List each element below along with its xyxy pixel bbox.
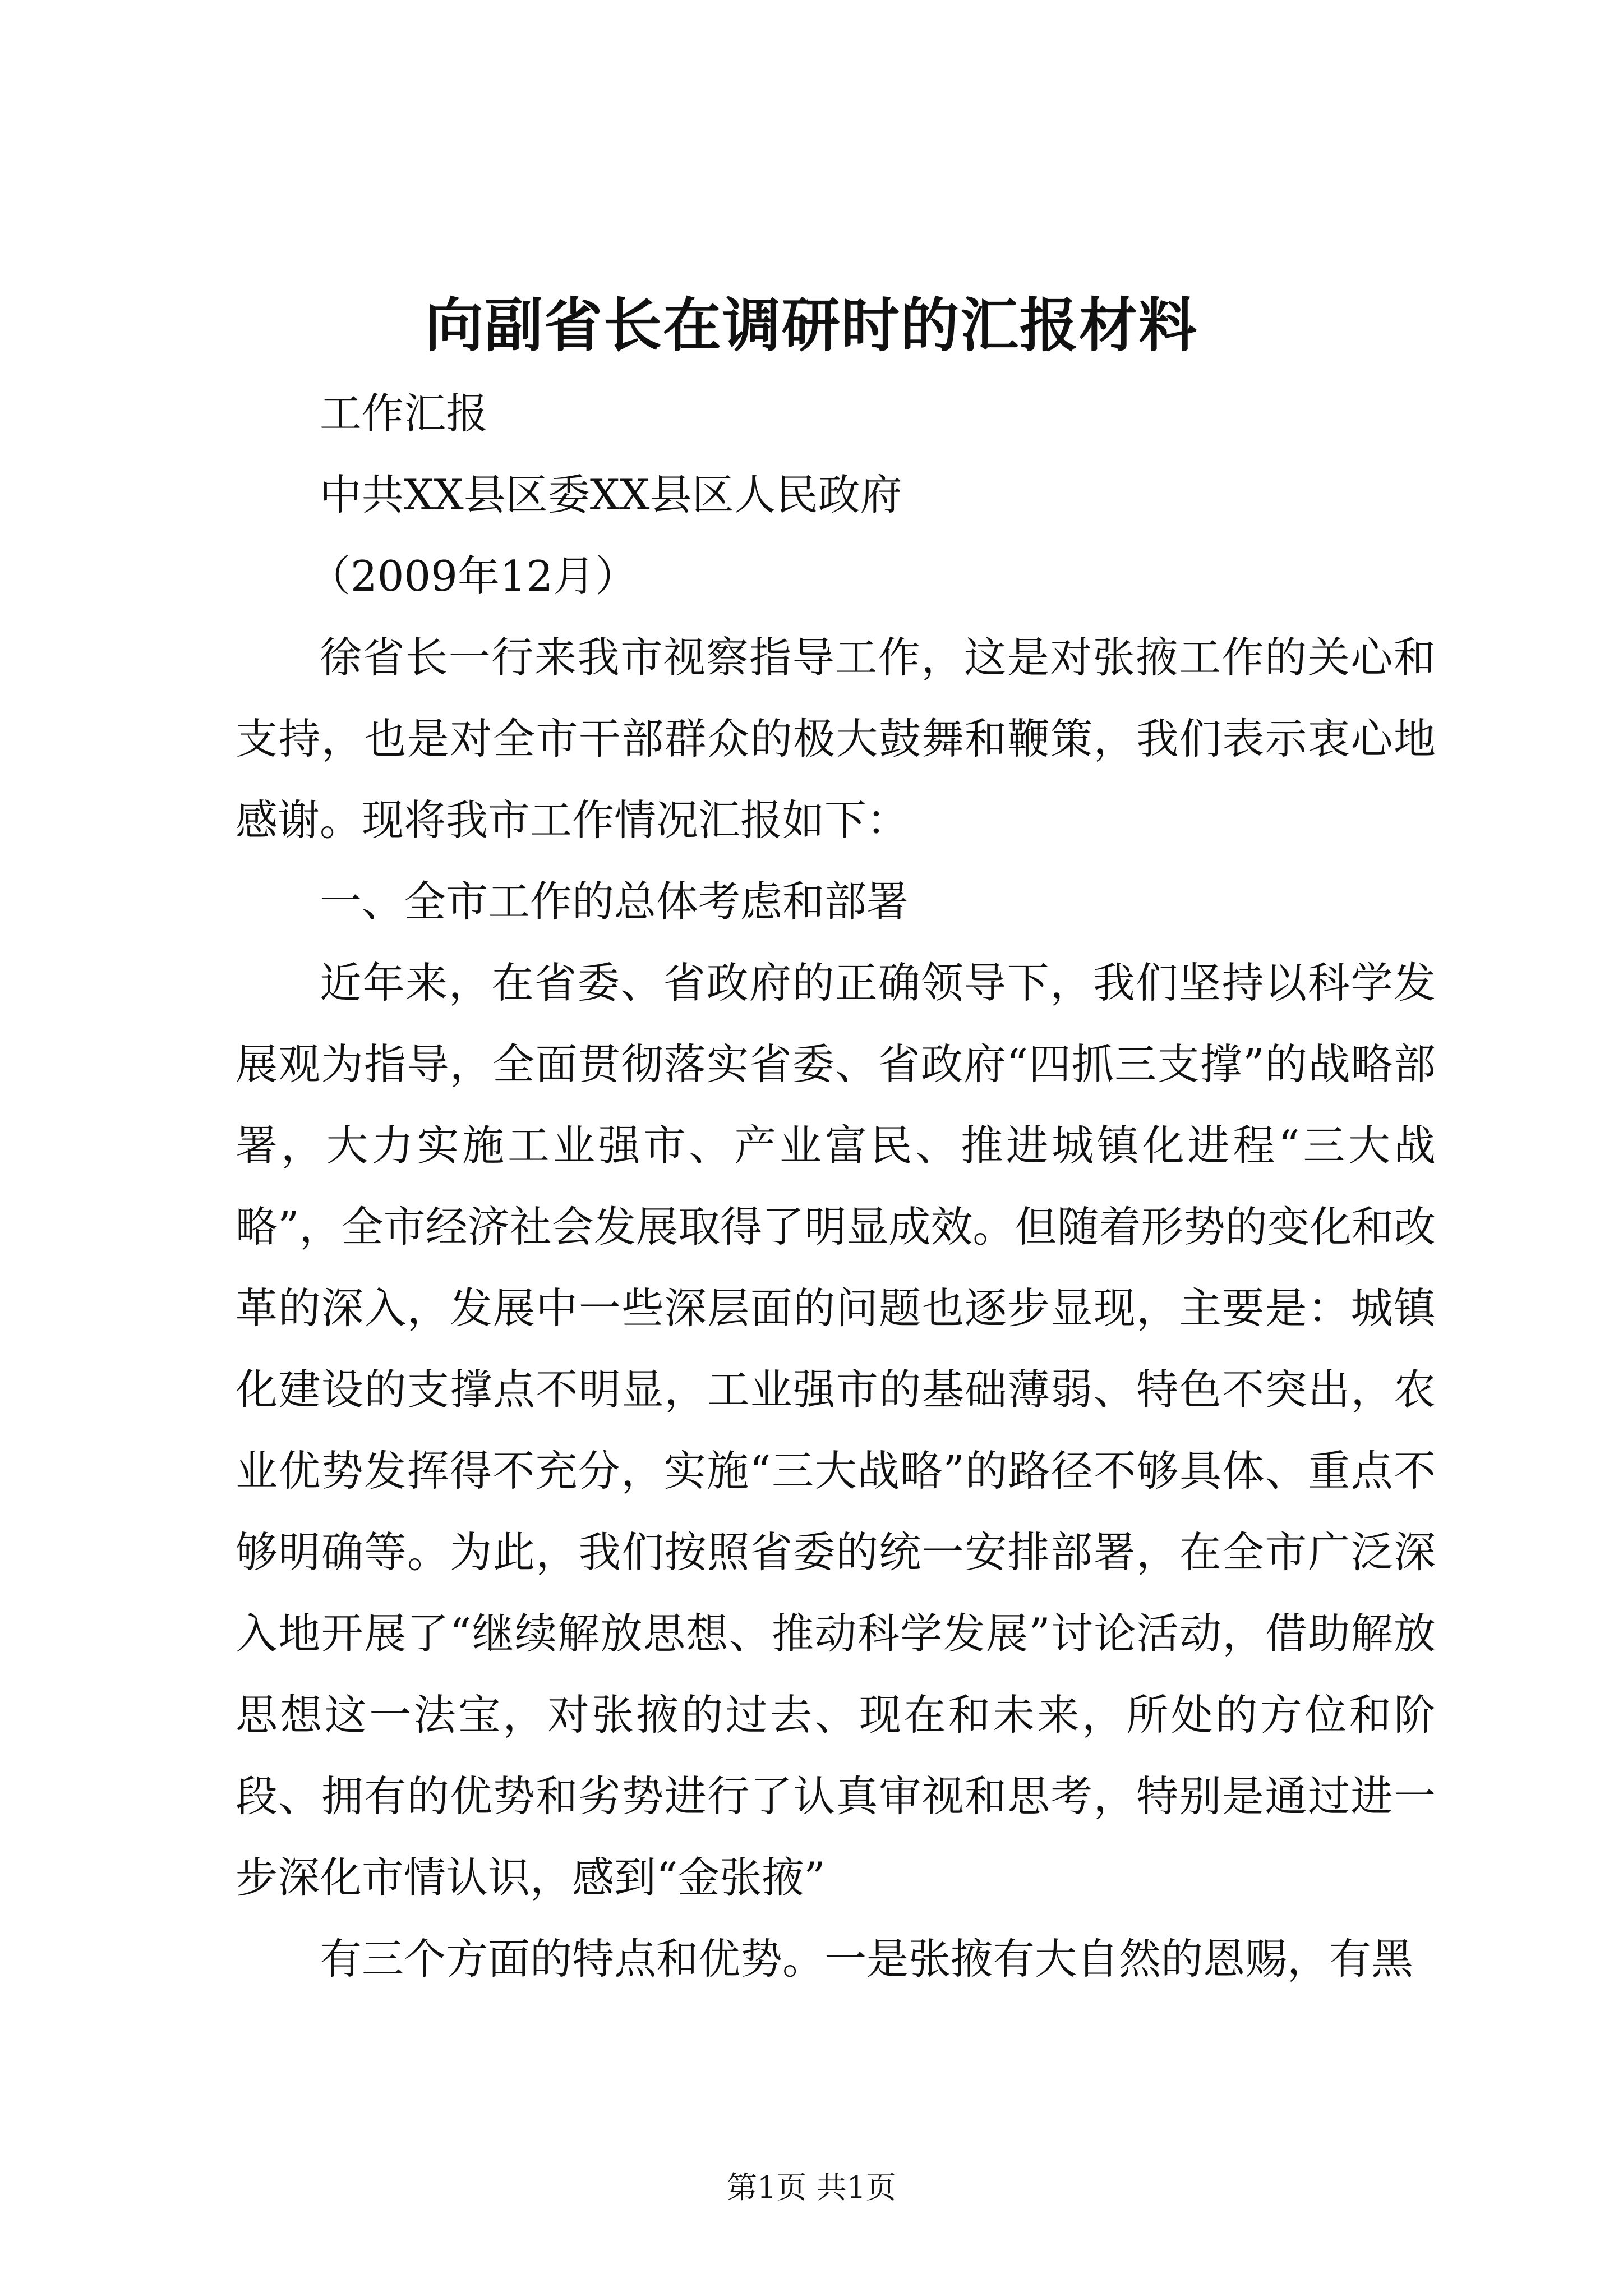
paragraph-continuation: 有三个方面的特点和优势。一是张掖有大自然的恩赐，有黑 xyxy=(320,1934,1414,1984)
paragraph-date: （2009年12月） xyxy=(308,551,638,601)
paragraph-main: 近年来，在省委、省政府的正确领导下，我们坚持以科学发展观为指导，全面贯彻落实省委、省政府“四抓三支撑”的战略部署，大力实施工业强市、产业富民、推进城镇化进程“三大战略”，全市经济社会发展取得了明显成效。但随着形势的变化和改革的深入，发展中一些深层面的问题也逐步显现，主要是：城镇化建设的支撑点不明显，工业强市的基础薄弱、特色不突出，农业优势发挥得不充分，实施“三大战略”的路径不够具体、重点不够明确等。为此，我们按照省委的统一安排部署，在全市广泛深入地开展了“继续解放思想、推动科学发展”讨论活动，借助解放思想这一法宝，对张掖的过去、现在和未来，所处的方位和阶段、拥有的优势和劣势进行了认真审视和思考，特别是通过进一步深化市情认识，感到“金张掖” xyxy=(236,958,1436,1902)
paragraph-intro: 徐省长一行来我市视察指导工作，这是对张掖工作的关心和支持，也是对全市干部群众的极大鼓舞和鞭策，我们表示衷心地感谢。现将我市工作情况汇报如下： xyxy=(236,633,1436,845)
section-heading: 一、全市工作的总体考虑和部署 xyxy=(320,877,909,926)
paragraph-issuer: 中共XX县区委XX县区人民政府 xyxy=(320,470,902,519)
document-body xyxy=(236,373,1436,2000)
page-footer: 第1页 共1页 xyxy=(727,2170,896,2205)
paragraph-heading-label: 工作汇报 xyxy=(320,389,488,438)
document-title: 向副省长在调研时的汇报材料 xyxy=(425,291,1198,360)
